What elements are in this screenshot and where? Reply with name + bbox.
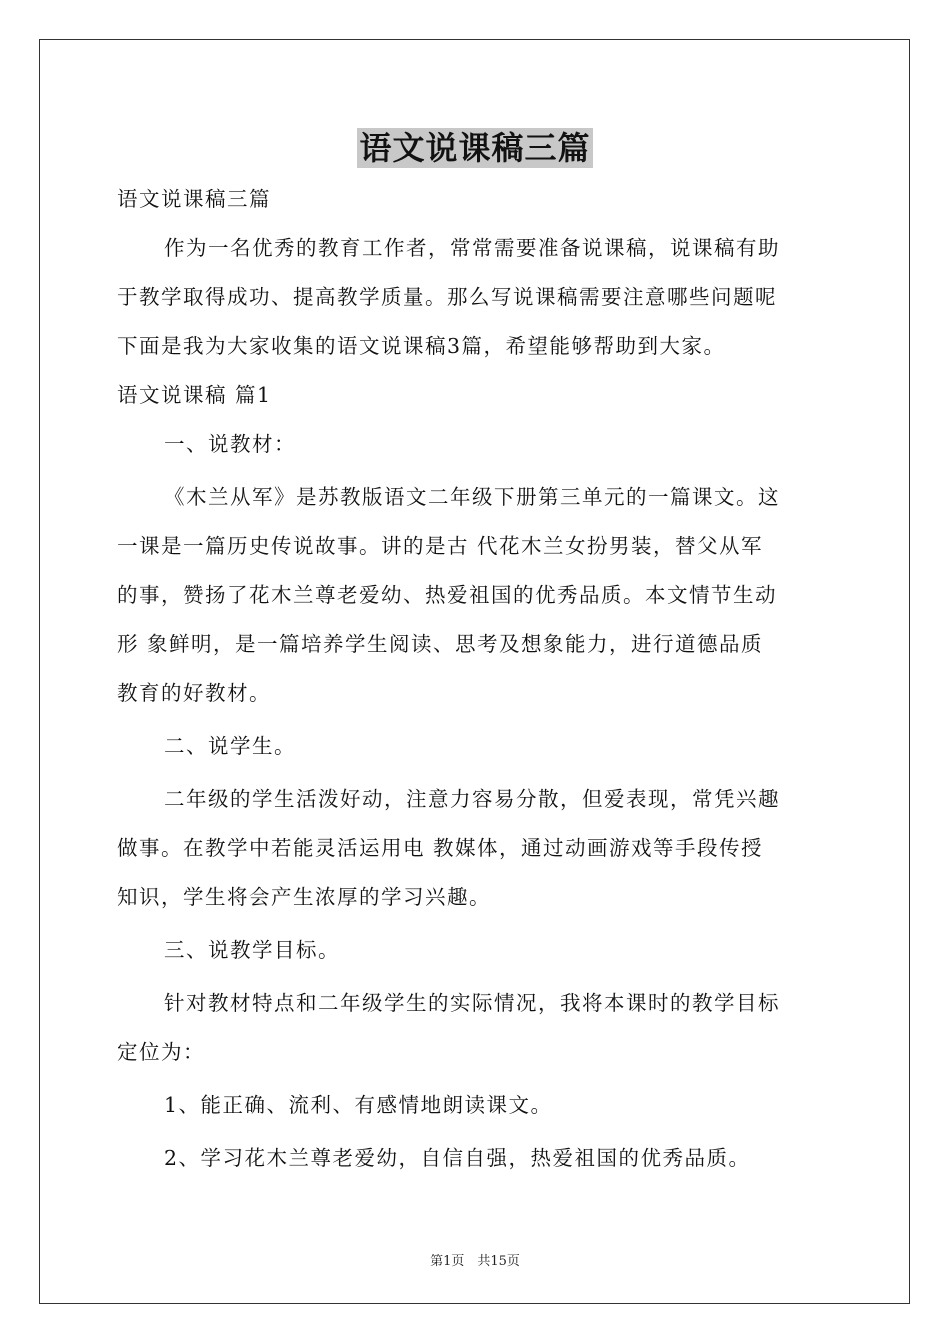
body-line: 做事。在教学中若能灵活运用电 教媒体，通过动画游戏等手段传授 <box>117 836 764 860</box>
body-line: 下面是我为大家收集的语文说课稿3篇，希望能够帮助到大家。 <box>117 334 726 358</box>
body-line: 一课是一篇历史传说故事。讲的是古 代花木兰女扮男装，替父从军 <box>117 534 764 558</box>
body-line: 定位为： <box>117 1040 205 1064</box>
body-line: 《木兰从军》是苏教版语文二年级下册第三单元的一篇课文。这 <box>164 485 780 509</box>
body-line: 教育的好教材。 <box>117 681 271 705</box>
body-line: 知识，学生将会产生浓厚的学习兴趣。 <box>117 885 491 909</box>
body-line: 二年级的学生活泼好动，注意力容易分散，但爱表现，常凭兴趣 <box>164 787 780 811</box>
body-line: 二、说学生。 <box>164 734 296 758</box>
body-line: 1、能正确、流利、有感情地朗读课文。 <box>164 1093 553 1117</box>
body-line: 作为一名优秀的教育工作者，常常需要准备说课稿，说课稿有助 <box>164 236 780 260</box>
document-title: 语文说课稿三篇 <box>359 129 591 167</box>
body-line: 2、学习花木兰尊老爱幼，自信自强，热爱祖国的优秀品质。 <box>164 1146 751 1170</box>
body-line: 针对教材特点和二年级学生的实际情况，我将本课时的教学目标 <box>164 991 780 1015</box>
document-title-wrap <box>0 128 950 168</box>
body-line: 于教学取得成功、提高教学质量。那么写说课稿需要注意哪些问题呢 <box>117 285 777 309</box>
body-line: 形 象鲜明，是一篇培养学生阅读、思考及想象能力，进行道德品质 <box>117 632 764 656</box>
page-footer: 第1页 共15页 <box>430 1254 520 1269</box>
body-line: 的事，赞扬了花木兰尊老爱幼、热爱祖国的优秀品质。本文情节生动 <box>117 583 777 607</box>
body-line: 语文说课稿三篇 <box>117 187 271 211</box>
body-line: 一、说教材： <box>164 432 296 456</box>
document-body <box>117 182 835 1175</box>
section-heading: 语文说课稿 篇1 <box>117 383 272 407</box>
body-line: 三、说教学目标。 <box>164 938 340 962</box>
